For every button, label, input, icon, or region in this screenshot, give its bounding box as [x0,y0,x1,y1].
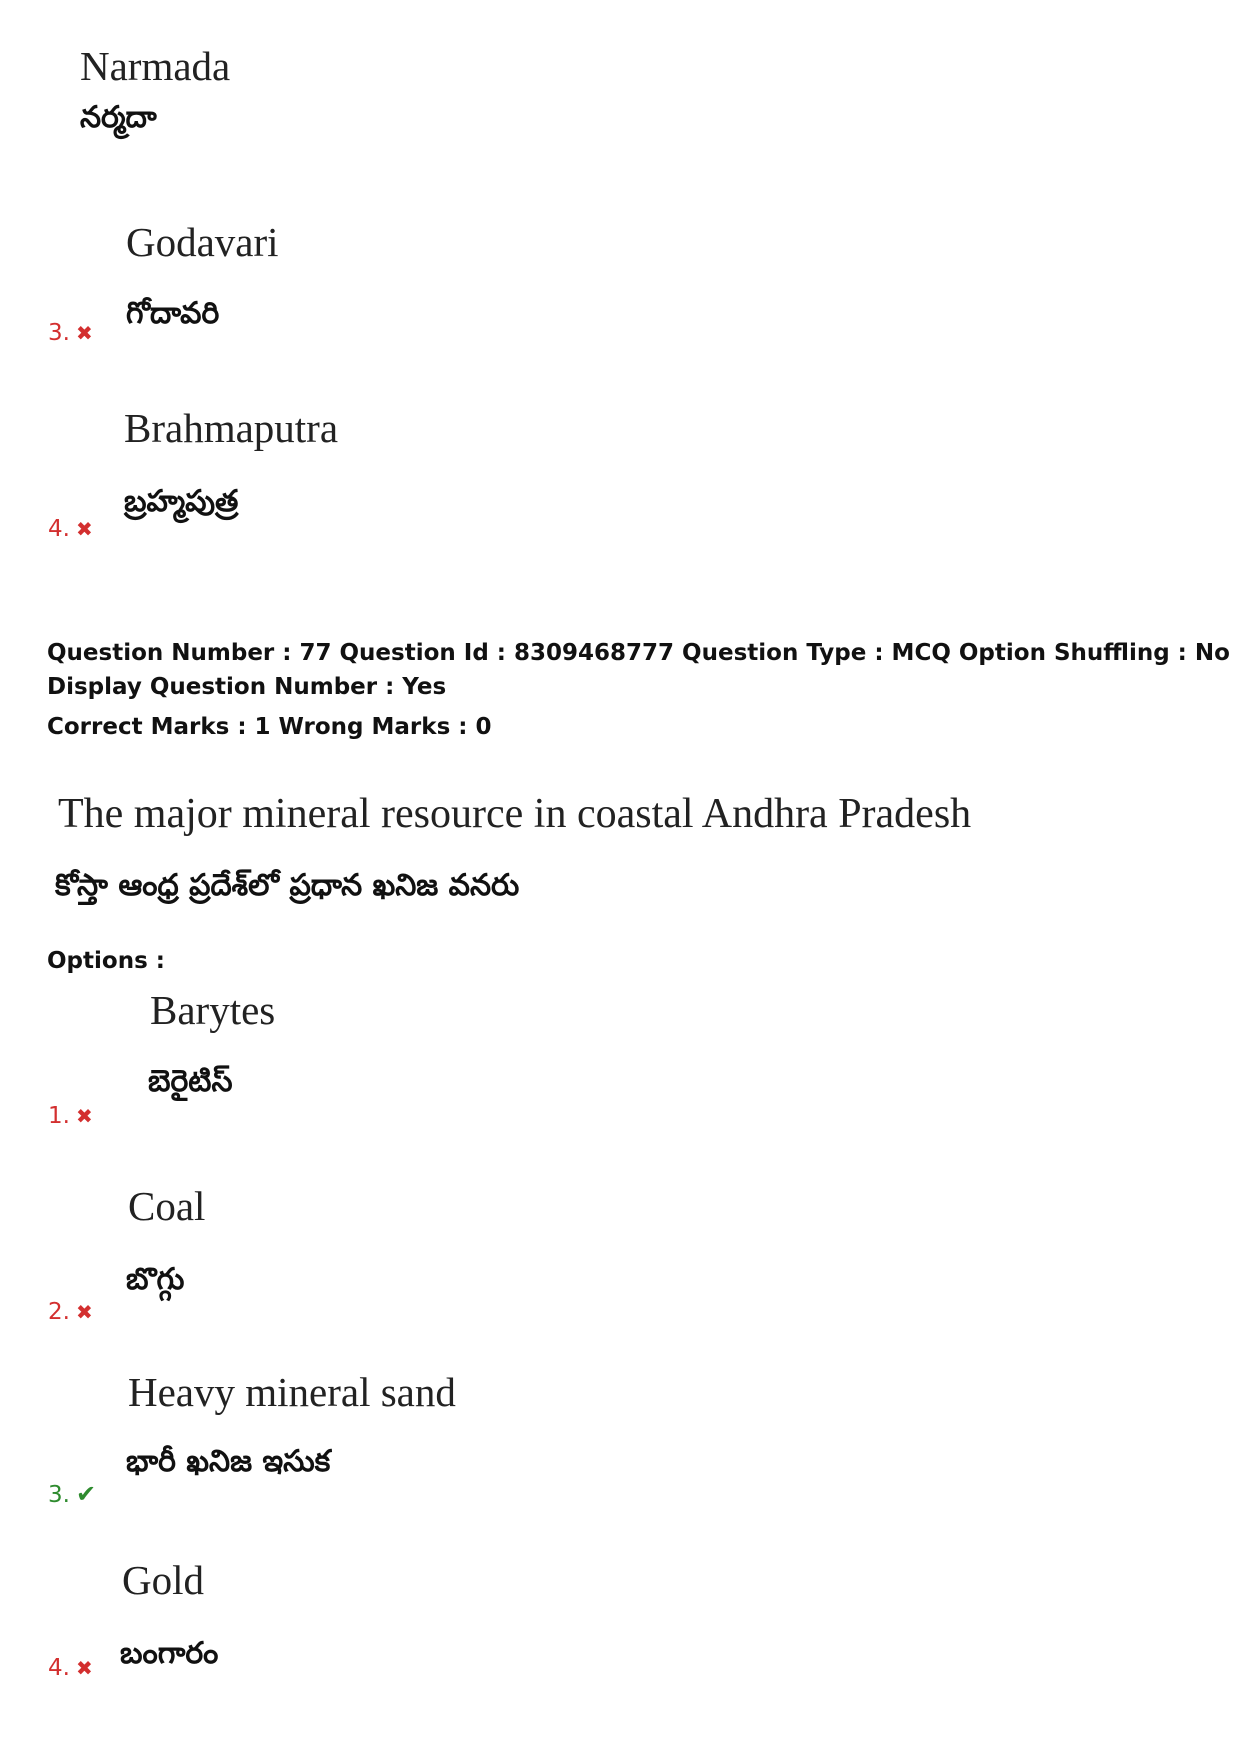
question-text-telugu: కోస్తా ఆంధ్ర ప్రదేశ్‌లో ప్రధాన ఖనిజ వనరు [55,868,520,903]
question-meta-line: Question Number : 77 Question Id : 8309468777 Question Type : MCQ Option Shuffling : No [47,640,1230,666]
question-display-line: Display Question Number : Yes [47,674,447,700]
cross-icon: ✖ [75,517,93,541]
question-marks-line: Correct Marks : 1 Wrong Marks : 0 [47,714,492,740]
option-telugu-barytes: బెరైటిస్ [148,1064,233,1099]
cross-icon: ✖ [75,1104,93,1128]
option-english-barytes: Barytes [150,987,276,1033]
option-telugu-gold: బంగారం [120,1636,219,1671]
option-number: 2. ✖ [48,1299,93,1325]
option-telugu-brahmaputra: బ్రహ్మపుత్ర [124,484,239,519]
option-telugu-heavy-mineral-sand: భారీ ఖనిజ ఇసుక [126,1444,331,1479]
option-number: 1. ✖ [48,1103,93,1129]
option-english-godavari: Godavari [126,219,279,265]
option-english-gold: Gold [122,1557,204,1603]
option-number: 4. ✖ [48,516,93,542]
option-number: 4. ✖ [48,1655,93,1681]
cross-icon: ✖ [75,321,93,345]
option-number: 3. ✔ [48,1480,97,1508]
option-english-heavy-mineral-sand: Heavy mineral sand [128,1369,456,1415]
option-english-narmada: Narmada [80,43,231,89]
options-label: Options : [47,948,165,974]
cross-icon: ✖ [75,1656,93,1680]
question-text-english: The major mineral resource in coastal Andhra Pradesh [58,791,972,837]
option-telugu-narmada: నర్మదా [80,100,157,135]
option-telugu-godavari: గోదావరి [126,296,220,331]
option-number: 3. ✖ [48,320,93,346]
check-icon: ✔ [75,1480,97,1508]
option-english-brahmaputra: Brahmaputra [124,405,339,451]
option-english-coal: Coal [128,1183,206,1229]
cross-icon: ✖ [75,1300,93,1324]
option-telugu-coal: బొగ్గు [126,1262,185,1297]
